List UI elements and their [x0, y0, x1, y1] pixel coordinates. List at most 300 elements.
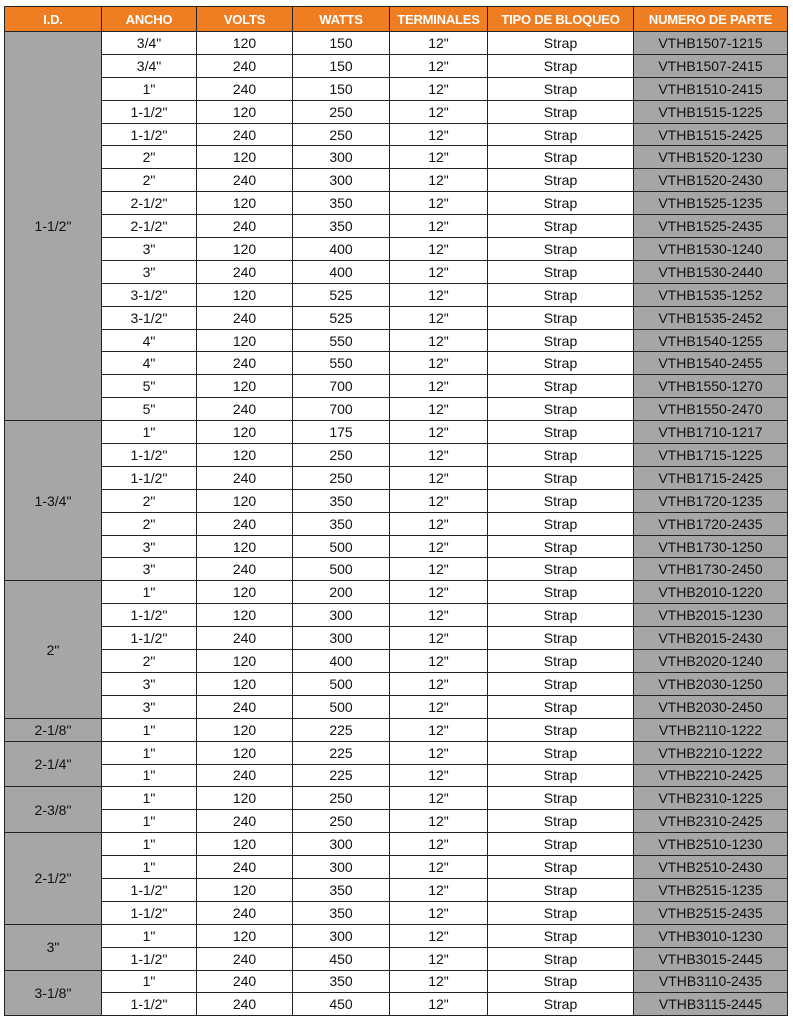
- numero-de-parte-cell: VTHB2015-1230: [634, 604, 788, 627]
- terminales-cell: 12": [390, 283, 488, 306]
- volts-cell: 240: [197, 352, 293, 375]
- numero-de-parte-cell: VTHB2110-1222: [634, 718, 788, 741]
- watts-cell: 250: [293, 444, 390, 467]
- numero-de-parte-cell: VTHB1720-1235: [634, 489, 788, 512]
- header-row: [5, 7, 788, 32]
- watts-cell: 525: [293, 306, 390, 329]
- ancho-cell: 1-1/2": [102, 947, 197, 970]
- watts-cell: 450: [293, 993, 390, 1016]
- ancho-cell: 3/4": [102, 54, 197, 77]
- watts-cell: 250: [293, 787, 390, 810]
- numero-de-parte-cell: VTHB1730-1250: [634, 535, 788, 558]
- ancho-cell: 4": [102, 352, 197, 375]
- ancho-cell: 1": [102, 741, 197, 764]
- terminales-cell: 12": [390, 993, 488, 1016]
- tipo-de-bloqueo-cell: Strap: [488, 901, 634, 924]
- volts-cell: 120: [197, 32, 293, 55]
- ancho-cell: 5": [102, 375, 197, 398]
- terminales-cell: 12": [390, 375, 488, 398]
- volts-cell: 120: [197, 718, 293, 741]
- watts-cell: 175: [293, 421, 390, 444]
- watts-cell: 250: [293, 100, 390, 123]
- tipo-de-bloqueo-cell: Strap: [488, 100, 634, 123]
- tipo-de-bloqueo-cell: Strap: [488, 329, 634, 352]
- numero-de-parte-cell: VTHB2030-1250: [634, 672, 788, 695]
- tipo-de-bloqueo-cell: Strap: [488, 856, 634, 879]
- table-row: [5, 581, 788, 604]
- terminales-cell: 12": [390, 764, 488, 787]
- watts-cell: 150: [293, 32, 390, 55]
- numero-de-parte-cell: VTHB2310-1225: [634, 787, 788, 810]
- ancho-cell: 3": [102, 558, 197, 581]
- numero-de-parte-cell: VTHB2510-1230: [634, 833, 788, 856]
- table-row: [5, 169, 788, 192]
- tipo-de-bloqueo-cell: Strap: [488, 604, 634, 627]
- watts-cell: 300: [293, 169, 390, 192]
- tipo-de-bloqueo-cell: Strap: [488, 558, 634, 581]
- tipo-de-bloqueo-cell: Strap: [488, 924, 634, 947]
- ancho-cell: 3": [102, 260, 197, 283]
- numero-de-parte-cell: VTHB1520-1230: [634, 146, 788, 169]
- volts-cell: 120: [197, 535, 293, 558]
- ancho-cell: 3-1/2": [102, 283, 197, 306]
- terminales-cell: 12": [390, 421, 488, 444]
- ancho-cell: 1": [102, 810, 197, 833]
- ancho-cell: 1": [102, 833, 197, 856]
- numero-de-parte-cell: VTHB1515-1225: [634, 100, 788, 123]
- terminales-cell: 12": [390, 100, 488, 123]
- watts-cell: 400: [293, 260, 390, 283]
- table-row: [5, 833, 788, 856]
- id-cell: 2-1/8": [5, 718, 102, 741]
- volts-cell: 240: [197, 810, 293, 833]
- volts-cell: 240: [197, 695, 293, 718]
- tipo-de-bloqueo-cell: Strap: [488, 672, 634, 695]
- watts-cell: 500: [293, 672, 390, 695]
- numero-de-parte-cell: VTHB3110-2435: [634, 970, 788, 993]
- tipo-de-bloqueo-cell: Strap: [488, 283, 634, 306]
- volts-cell: 120: [197, 650, 293, 673]
- ancho-cell: 1-1/2": [102, 901, 197, 924]
- table-row: [5, 627, 788, 650]
- watts-cell: 525: [293, 283, 390, 306]
- table-row: [5, 650, 788, 673]
- numero-de-parte-cell: VTHB1507-1215: [634, 32, 788, 55]
- volts-cell: 240: [197, 970, 293, 993]
- volts-cell: 120: [197, 924, 293, 947]
- numero-de-parte-cell: VTHB2515-2435: [634, 901, 788, 924]
- numero-de-parte-cell: VTHB2515-1235: [634, 878, 788, 901]
- table-row: [5, 283, 788, 306]
- watts-cell: 300: [293, 146, 390, 169]
- terminales-cell: 12": [390, 146, 488, 169]
- tipo-de-bloqueo-cell: Strap: [488, 650, 634, 673]
- tipo-de-bloqueo-cell: Strap: [488, 466, 634, 489]
- header-tipo-de-bloqueo: TIPO DE BLOQUEO: [488, 7, 634, 32]
- terminales-cell: 12": [390, 77, 488, 100]
- watts-cell: 450: [293, 947, 390, 970]
- table-row: [5, 970, 788, 993]
- id-cell: 2-1/2": [5, 833, 102, 925]
- id-cell: 2-3/8": [5, 787, 102, 833]
- table-row: [5, 123, 788, 146]
- watts-cell: 400: [293, 238, 390, 261]
- watts-cell: 350: [293, 970, 390, 993]
- tipo-de-bloqueo-cell: Strap: [488, 833, 634, 856]
- numero-de-parte-cell: VTHB1525-2435: [634, 215, 788, 238]
- tipo-de-bloqueo-cell: Strap: [488, 535, 634, 558]
- volts-cell: 240: [197, 123, 293, 146]
- watts-cell: 300: [293, 833, 390, 856]
- watts-cell: 700: [293, 375, 390, 398]
- tipo-de-bloqueo-cell: Strap: [488, 375, 634, 398]
- volts-cell: 120: [197, 192, 293, 215]
- numero-de-parte-cell: VTHB1530-1240: [634, 238, 788, 261]
- ancho-cell: 1": [102, 77, 197, 100]
- terminales-cell: 12": [390, 947, 488, 970]
- table-row: [5, 604, 788, 627]
- watts-cell: 225: [293, 741, 390, 764]
- volts-cell: 120: [197, 489, 293, 512]
- watts-cell: 200: [293, 581, 390, 604]
- volts-cell: 240: [197, 993, 293, 1016]
- terminales-cell: 12": [390, 856, 488, 879]
- terminales-cell: 12": [390, 489, 488, 512]
- volts-cell: 240: [197, 856, 293, 879]
- watts-cell: 550: [293, 352, 390, 375]
- id-cell: 1-1/2": [5, 32, 102, 421]
- numero-de-parte-cell: VTHB1715-2425: [634, 466, 788, 489]
- watts-cell: 500: [293, 695, 390, 718]
- ancho-cell: 3": [102, 535, 197, 558]
- numero-de-parte-cell: VTHB2030-2450: [634, 695, 788, 718]
- ancho-cell: 1-1/2": [102, 466, 197, 489]
- tipo-de-bloqueo-cell: Strap: [488, 238, 634, 261]
- volts-cell: 120: [197, 146, 293, 169]
- id-cell: 3-1/8": [5, 970, 102, 1016]
- ancho-cell: 1-1/2": [102, 100, 197, 123]
- volts-cell: 120: [197, 672, 293, 695]
- volts-cell: 120: [197, 283, 293, 306]
- table-row: [5, 993, 788, 1016]
- terminales-cell: 12": [390, 54, 488, 77]
- watts-cell: 350: [293, 489, 390, 512]
- numero-de-parte-cell: VTHB2010-1220: [634, 581, 788, 604]
- volts-cell: 240: [197, 77, 293, 100]
- tipo-de-bloqueo-cell: Strap: [488, 54, 634, 77]
- tipo-de-bloqueo-cell: Strap: [488, 718, 634, 741]
- table-row: [5, 512, 788, 535]
- header-volts: VOLTS: [197, 7, 293, 32]
- tipo-de-bloqueo-cell: Strap: [488, 695, 634, 718]
- id-cell: 1-3/4": [5, 421, 102, 581]
- heater-spec-table: [4, 6, 788, 1016]
- table-row: [5, 672, 788, 695]
- volts-cell: 120: [197, 878, 293, 901]
- spec-table-wrapper: [4, 6, 788, 1016]
- terminales-cell: 12": [390, 192, 488, 215]
- tipo-de-bloqueo-cell: Strap: [488, 489, 634, 512]
- numero-de-parte-cell: VTHB1520-2430: [634, 169, 788, 192]
- volts-cell: 120: [197, 375, 293, 398]
- ancho-cell: 1-1/2": [102, 604, 197, 627]
- header-numero-de-parte: NUMERO DE PARTE: [634, 7, 788, 32]
- ancho-cell: 1": [102, 924, 197, 947]
- numero-de-parte-cell: VTHB1550-2470: [634, 398, 788, 421]
- terminales-cell: 12": [390, 169, 488, 192]
- volts-cell: 240: [197, 764, 293, 787]
- watts-cell: 250: [293, 466, 390, 489]
- ancho-cell: 1": [102, 421, 197, 444]
- ancho-cell: 2": [102, 650, 197, 673]
- tipo-de-bloqueo-cell: Strap: [488, 32, 634, 55]
- numero-de-parte-cell: VTHB2210-1222: [634, 741, 788, 764]
- header-ancho: ANCHO: [102, 7, 197, 32]
- ancho-cell: 1": [102, 718, 197, 741]
- tipo-de-bloqueo-cell: Strap: [488, 878, 634, 901]
- numero-de-parte-cell: VTHB1515-2425: [634, 123, 788, 146]
- table-row: [5, 856, 788, 879]
- table-row: [5, 764, 788, 787]
- table-row: [5, 54, 788, 77]
- table-row: [5, 375, 788, 398]
- table-row: [5, 32, 788, 55]
- numero-de-parte-cell: VTHB2210-2425: [634, 764, 788, 787]
- tipo-de-bloqueo-cell: Strap: [488, 260, 634, 283]
- numero-de-parte-cell: VTHB1730-2450: [634, 558, 788, 581]
- numero-de-parte-cell: VTHB1510-2415: [634, 77, 788, 100]
- ancho-cell: 2": [102, 489, 197, 512]
- numero-de-parte-cell: VTHB3115-2445: [634, 993, 788, 1016]
- terminales-cell: 12": [390, 581, 488, 604]
- numero-de-parte-cell: VTHB3010-1230: [634, 924, 788, 947]
- tipo-de-bloqueo-cell: Strap: [488, 970, 634, 993]
- numero-de-parte-cell: VTHB1507-2415: [634, 54, 788, 77]
- tipo-de-bloqueo-cell: Strap: [488, 947, 634, 970]
- volts-cell: 120: [197, 329, 293, 352]
- numero-de-parte-cell: VTHB1550-1270: [634, 375, 788, 398]
- tipo-de-bloqueo-cell: Strap: [488, 169, 634, 192]
- watts-cell: 350: [293, 512, 390, 535]
- terminales-cell: 12": [390, 695, 488, 718]
- table-row: [5, 558, 788, 581]
- watts-cell: 350: [293, 901, 390, 924]
- tipo-de-bloqueo-cell: Strap: [488, 512, 634, 535]
- watts-cell: 500: [293, 558, 390, 581]
- volts-cell: 120: [197, 238, 293, 261]
- tipo-de-bloqueo-cell: Strap: [488, 352, 634, 375]
- ancho-cell: 1": [102, 581, 197, 604]
- terminales-cell: 12": [390, 444, 488, 467]
- terminales-cell: 12": [390, 924, 488, 947]
- table-row: [5, 924, 788, 947]
- tipo-de-bloqueo-cell: Strap: [488, 627, 634, 650]
- terminales-cell: 12": [390, 650, 488, 673]
- ancho-cell: 5": [102, 398, 197, 421]
- numero-de-parte-cell: VTHB2020-1240: [634, 650, 788, 673]
- table-row: [5, 398, 788, 421]
- terminales-cell: 12": [390, 329, 488, 352]
- table-row: [5, 100, 788, 123]
- tipo-de-bloqueo-cell: Strap: [488, 306, 634, 329]
- tipo-de-bloqueo-cell: Strap: [488, 192, 634, 215]
- tipo-de-bloqueo-cell: Strap: [488, 581, 634, 604]
- numero-de-parte-cell: VTHB1540-1255: [634, 329, 788, 352]
- volts-cell: 240: [197, 260, 293, 283]
- terminales-cell: 12": [390, 970, 488, 993]
- watts-cell: 300: [293, 604, 390, 627]
- numero-de-parte-cell: VTHB1710-1217: [634, 421, 788, 444]
- volts-cell: 240: [197, 306, 293, 329]
- volts-cell: 240: [197, 398, 293, 421]
- terminales-cell: 12": [390, 238, 488, 261]
- terminales-cell: 12": [390, 512, 488, 535]
- terminales-cell: 12": [390, 398, 488, 421]
- terminales-cell: 12": [390, 352, 488, 375]
- terminales-cell: 12": [390, 833, 488, 856]
- terminales-cell: 12": [390, 260, 488, 283]
- ancho-cell: 3-1/2": [102, 306, 197, 329]
- tipo-de-bloqueo-cell: Strap: [488, 398, 634, 421]
- numero-de-parte-cell: VTHB1540-2455: [634, 352, 788, 375]
- tipo-de-bloqueo-cell: Strap: [488, 810, 634, 833]
- watts-cell: 400: [293, 650, 390, 673]
- volts-cell: 120: [197, 421, 293, 444]
- terminales-cell: 12": [390, 741, 488, 764]
- tipo-de-bloqueo-cell: Strap: [488, 146, 634, 169]
- watts-cell: 250: [293, 123, 390, 146]
- ancho-cell: 3": [102, 695, 197, 718]
- table-row: [5, 741, 788, 764]
- ancho-cell: 1": [102, 764, 197, 787]
- table-row: [5, 329, 788, 352]
- watts-cell: 300: [293, 924, 390, 947]
- terminales-cell: 12": [390, 558, 488, 581]
- terminales-cell: 12": [390, 878, 488, 901]
- volts-cell: 120: [197, 787, 293, 810]
- terminales-cell: 12": [390, 215, 488, 238]
- terminales-cell: 12": [390, 627, 488, 650]
- watts-cell: 250: [293, 810, 390, 833]
- table-row: [5, 878, 788, 901]
- table-row: [5, 444, 788, 467]
- volts-cell: 240: [197, 54, 293, 77]
- table-row: [5, 421, 788, 444]
- watts-cell: 300: [293, 627, 390, 650]
- watts-cell: 150: [293, 77, 390, 100]
- tipo-de-bloqueo-cell: Strap: [488, 764, 634, 787]
- ancho-cell: 3/4": [102, 32, 197, 55]
- ancho-cell: 1": [102, 970, 197, 993]
- id-cell: 3": [5, 924, 102, 970]
- numero-de-parte-cell: VTHB2310-2425: [634, 810, 788, 833]
- volts-cell: 120: [197, 444, 293, 467]
- ancho-cell: 1-1/2": [102, 123, 197, 146]
- volts-cell: 240: [197, 169, 293, 192]
- numero-de-parte-cell: VTHB1525-1235: [634, 192, 788, 215]
- tipo-de-bloqueo-cell: Strap: [488, 993, 634, 1016]
- terminales-cell: 12": [390, 306, 488, 329]
- volts-cell: 120: [197, 581, 293, 604]
- ancho-cell: 1-1/2": [102, 993, 197, 1016]
- terminales-cell: 12": [390, 718, 488, 741]
- table-row: [5, 215, 788, 238]
- watts-cell: 300: [293, 856, 390, 879]
- id-cell: 2": [5, 581, 102, 718]
- volts-cell: 240: [197, 558, 293, 581]
- ancho-cell: 3": [102, 672, 197, 695]
- ancho-cell: 1": [102, 787, 197, 810]
- tipo-de-bloqueo-cell: Strap: [488, 444, 634, 467]
- id-cell: 2-1/4": [5, 741, 102, 787]
- terminales-cell: 12": [390, 604, 488, 627]
- watts-cell: 350: [293, 878, 390, 901]
- tipo-de-bloqueo-cell: Strap: [488, 421, 634, 444]
- volts-cell: 120: [197, 604, 293, 627]
- ancho-cell: 1": [102, 856, 197, 879]
- watts-cell: 225: [293, 764, 390, 787]
- volts-cell: 240: [197, 947, 293, 970]
- header-watts: WATTS: [293, 7, 390, 32]
- volts-cell: 240: [197, 512, 293, 535]
- tipo-de-bloqueo-cell: Strap: [488, 741, 634, 764]
- volts-cell: 120: [197, 100, 293, 123]
- volts-cell: 240: [197, 215, 293, 238]
- numero-de-parte-cell: VTHB2015-2430: [634, 627, 788, 650]
- numero-de-parte-cell: VTHB1535-1252: [634, 283, 788, 306]
- ancho-cell: 2-1/2": [102, 192, 197, 215]
- table-row: [5, 466, 788, 489]
- terminales-cell: 12": [390, 32, 488, 55]
- tipo-de-bloqueo-cell: Strap: [488, 77, 634, 100]
- header-id: I.D.: [5, 7, 102, 32]
- volts-cell: 240: [197, 901, 293, 924]
- numero-de-parte-cell: VTHB2510-2430: [634, 856, 788, 879]
- watts-cell: 550: [293, 329, 390, 352]
- volts-cell: 240: [197, 627, 293, 650]
- table-row: [5, 901, 788, 924]
- terminales-cell: 12": [390, 123, 488, 146]
- watts-cell: 500: [293, 535, 390, 558]
- terminales-cell: 12": [390, 466, 488, 489]
- numero-de-parte-cell: VTHB1720-2435: [634, 512, 788, 535]
- table-row: [5, 77, 788, 100]
- ancho-cell: 1-1/2": [102, 444, 197, 467]
- ancho-cell: 2": [102, 512, 197, 535]
- table-row: [5, 352, 788, 375]
- terminales-cell: 12": [390, 901, 488, 924]
- watts-cell: 150: [293, 54, 390, 77]
- ancho-cell: 2-1/2": [102, 215, 197, 238]
- table-row: [5, 535, 788, 558]
- table-row: [5, 810, 788, 833]
- table-row: [5, 718, 788, 741]
- table-row: [5, 306, 788, 329]
- volts-cell: 120: [197, 741, 293, 764]
- numero-de-parte-cell: VTHB1535-2452: [634, 306, 788, 329]
- tipo-de-bloqueo-cell: Strap: [488, 787, 634, 810]
- header-terminales: TERMINALES: [390, 7, 488, 32]
- tipo-de-bloqueo-cell: Strap: [488, 215, 634, 238]
- volts-cell: 120: [197, 833, 293, 856]
- table-row: [5, 947, 788, 970]
- ancho-cell: 2": [102, 169, 197, 192]
- numero-de-parte-cell: VTHB1715-1225: [634, 444, 788, 467]
- watts-cell: 225: [293, 718, 390, 741]
- watts-cell: 350: [293, 192, 390, 215]
- watts-cell: 700: [293, 398, 390, 421]
- terminales-cell: 12": [390, 787, 488, 810]
